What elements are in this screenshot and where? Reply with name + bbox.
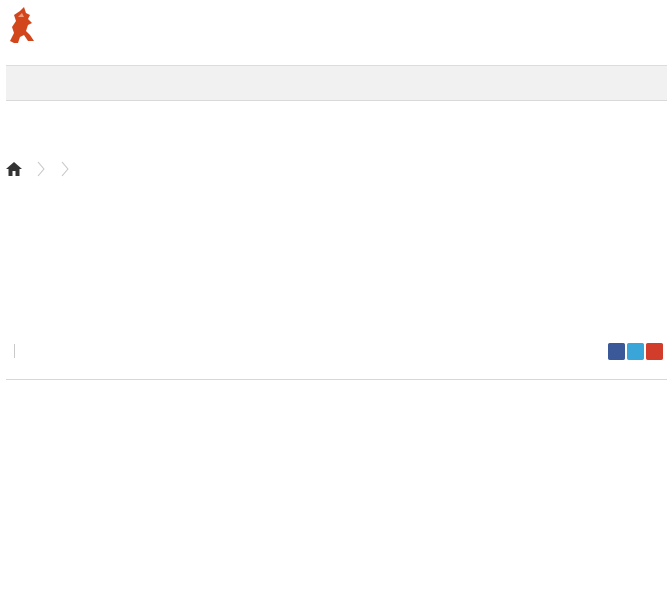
- horse-icon: [4, 5, 38, 47]
- site-logo[interactable]: [4, 2, 46, 50]
- facebook-icon[interactable]: [608, 343, 625, 360]
- google-plus-icon[interactable]: [646, 343, 663, 360]
- home-icon[interactable]: [6, 162, 22, 176]
- nav-tabs: [6, 66, 667, 101]
- twitter-icon[interactable]: [627, 343, 644, 360]
- nav-regions: [6, 101, 667, 141]
- breadcrumb: [6, 160, 80, 178]
- share-buttons: [608, 343, 663, 360]
- masthead: [0, 0, 667, 60]
- divider: [6, 379, 667, 380]
- breadcrumb-separator-icon: [60, 161, 70, 177]
- breadcrumb-separator-icon: [36, 161, 46, 177]
- article-meta: [6, 343, 23, 359]
- main-navigation: [6, 65, 667, 141]
- article-body: [6, 398, 664, 416]
- meta-divider: [14, 344, 15, 358]
